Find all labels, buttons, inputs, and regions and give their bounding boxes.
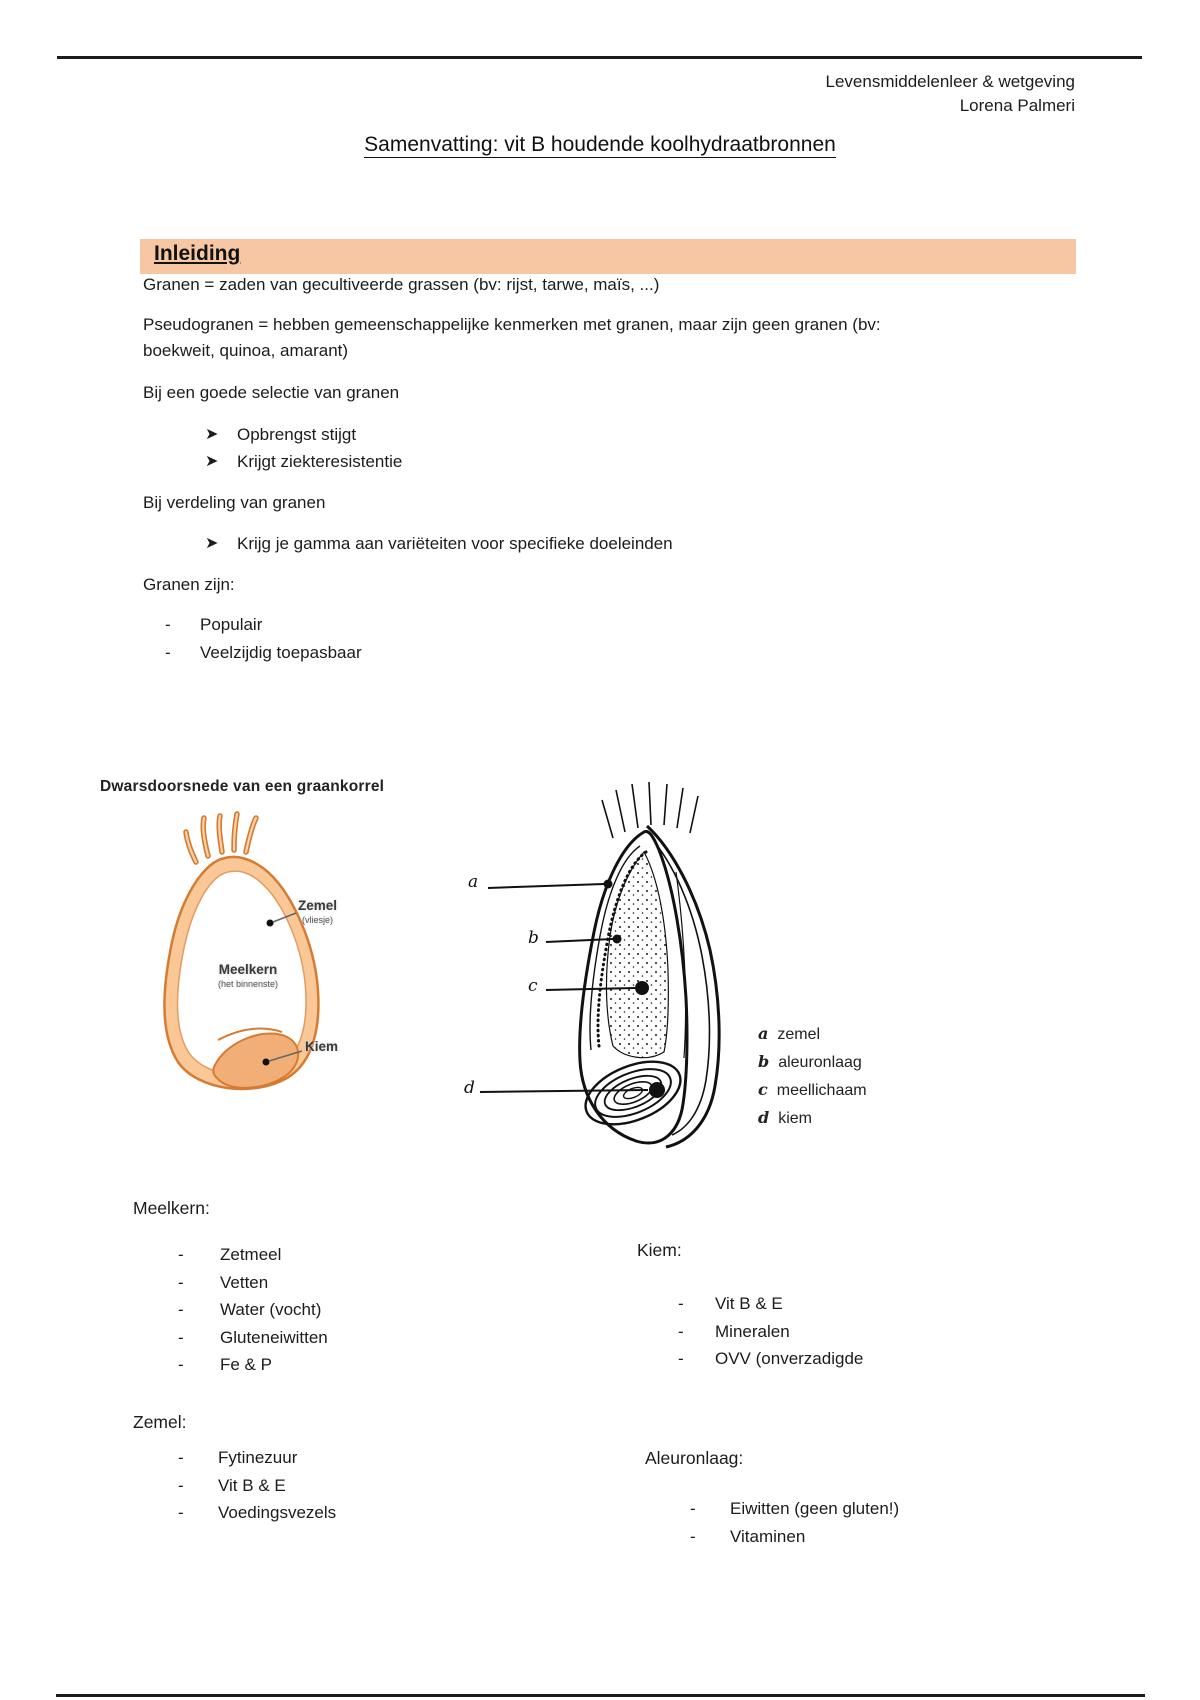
list-kiem	[678, 1290, 863, 1373]
paragraph-granen: Granen = zaden van gecultiveerde grassen (bv: rijst, tarwe, maïs, ...)	[143, 275, 660, 294]
list-heading-meelkern: Meelkern:	[133, 1198, 210, 1218]
arrow-right-icon: ➤	[205, 426, 219, 443]
figure-legend	[758, 1020, 867, 1132]
grain-kernel-color-diagram	[130, 810, 470, 1110]
label-zemel: Zemel	[298, 898, 338, 913]
section-heading-bar	[140, 239, 1076, 274]
dash-bullet: -	[178, 1355, 184, 1374]
dash-bullet: -	[178, 1327, 184, 1347]
dash-bullet: -	[165, 642, 171, 662]
page-header	[826, 70, 1076, 118]
grain-kernel-bw-diagram	[420, 780, 980, 1160]
legend-item: a zemel	[758, 1024, 821, 1043]
list-item: - Eiwitten (geen gluten!)	[690, 1495, 899, 1523]
section-heading-label: Inleiding	[154, 242, 241, 265]
dash-bullet: -	[178, 1503, 184, 1522]
list-item: ➤ Opbrengst stijgt	[205, 421, 402, 448]
list-meelkern	[178, 1241, 328, 1379]
bottom-rule	[56, 1694, 1145, 1697]
paragraph-pseudogranen: Pseudogranen = hebben gemeenschappelijke kenmerken met granen, maar zijn geen granen (bv: boekweit, quinoa, amarant)	[143, 315, 881, 360]
list-item: - Populair	[165, 611, 362, 639]
label-zemel-sub: (vliesje)	[302, 915, 334, 925]
list-item: - Fytinezuur	[178, 1444, 336, 1472]
list-heading-kiem: Kiem:	[637, 1240, 682, 1260]
label-meelkern: Meelkern	[218, 962, 278, 977]
dash-bullet: -	[165, 615, 171, 634]
list-item: - Vetten	[178, 1269, 328, 1297]
dash-bullet: -	[690, 1526, 696, 1546]
list-item: ➤ Krijg je gamma aan variëteiten voor specifieke doeleinden	[205, 530, 673, 557]
list-item: - Mineralen	[678, 1318, 863, 1346]
dash-bullet: -	[178, 1300, 184, 1319]
arrow-list-verdeling	[205, 530, 673, 557]
dash-bullet: -	[178, 1448, 184, 1467]
paragraph-verdeling: Bij verdeling van granen	[143, 493, 326, 512]
list-item: - OVV (onverzadigde	[678, 1345, 863, 1373]
arrow-right-icon: ➤	[205, 535, 219, 552]
list-item: - Veelzijdig toepasbaar	[165, 639, 362, 667]
arrow-list-selectie	[205, 421, 402, 475]
paragraph-selectie: Bij een goede selectie van granen	[143, 383, 400, 402]
list-heading-aleuronlaag: Aleuronlaag:	[645, 1448, 744, 1468]
dash-bullet: -	[178, 1475, 184, 1495]
figure-title: Dwarsdoorsnede van een graankorrel	[100, 778, 385, 795]
pointer-letter-a: a	[468, 872, 479, 892]
list-item: - Vit B & E	[678, 1290, 863, 1318]
list-zemel	[178, 1444, 336, 1527]
dash-bullet: -	[678, 1349, 684, 1368]
legend-item: b aleuronlaag	[758, 1052, 862, 1071]
label-kiem: Kiem	[305, 1039, 339, 1054]
list-aleuronlaag	[690, 1495, 899, 1550]
dash-bullet: -	[690, 1499, 696, 1518]
paragraph-granen-zijn: Granen zijn:	[143, 575, 235, 594]
list-item: - Vitaminen	[690, 1523, 899, 1551]
top-rule	[57, 56, 1142, 59]
list-heading-zemel: Zemel:	[133, 1412, 187, 1432]
header-course: Levensmiddelenleer & wetgeving	[825, 72, 1075, 91]
grain-kernel-bw-drawing	[420, 780, 980, 1160]
dash-bullet: -	[178, 1272, 184, 1292]
list-item: ➤ Krijgt ziekteresistentie	[205, 448, 402, 475]
header-author: Lorena Palmeri	[959, 96, 1075, 115]
legend-item: d kiem	[758, 1108, 812, 1127]
dash-bullet: -	[178, 1245, 184, 1264]
dash-bullet: -	[678, 1321, 684, 1341]
list-item: - Gluteneiwitten	[178, 1324, 328, 1352]
arrow-right-icon: ➤	[205, 453, 219, 470]
grain-kernel-color-drawing	[130, 810, 470, 1110]
pointer-letter-c: c	[528, 976, 538, 996]
dash-list-granen	[165, 611, 362, 666]
pointer-letter-b: b	[528, 928, 539, 948]
list-item: - Zetmeel	[178, 1241, 328, 1269]
dash-bullet: -	[678, 1294, 684, 1313]
list-item: - Vit B & E	[178, 1472, 336, 1500]
list-item: - Voedingsvezels	[178, 1499, 336, 1527]
legend-item: c meellichaam	[758, 1080, 867, 1099]
label-meelkern-sub: (het binnenste)	[217, 979, 279, 989]
page-title: Samenvatting: vit B houdende koolhydraatbronnen	[364, 133, 836, 156]
pointer-letter-d: d	[464, 1078, 475, 1098]
list-item: - Water (vocht)	[178, 1296, 328, 1324]
list-item: - Fe & P	[178, 1351, 328, 1379]
